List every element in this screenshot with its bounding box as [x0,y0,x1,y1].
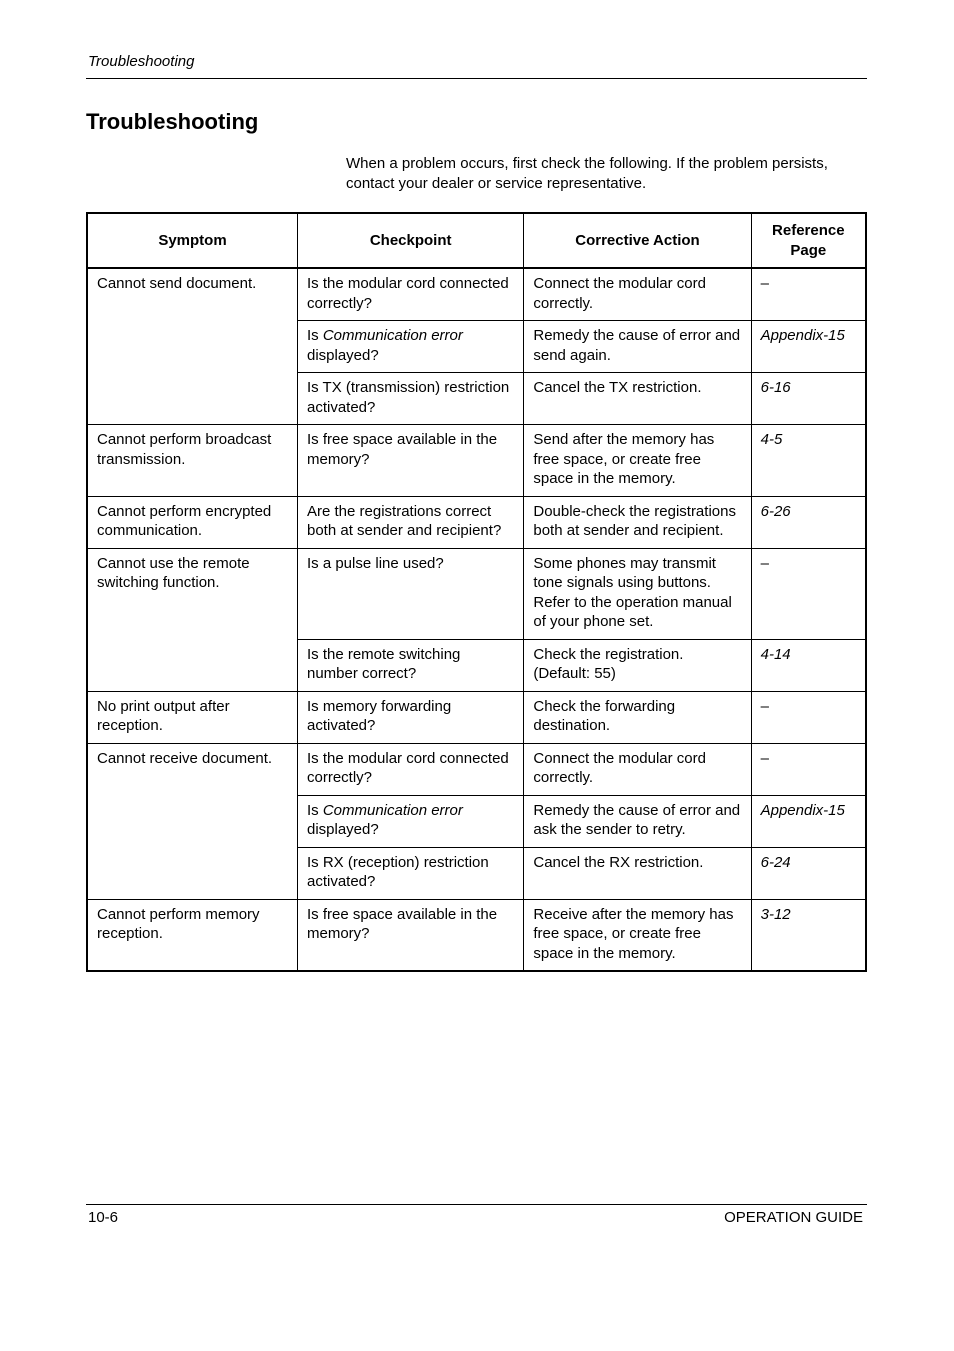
checkpoint-cell [297,743,523,795]
table-header-row [87,213,866,268]
checkpoint-cell [297,268,523,321]
table-row [87,743,866,795]
reference-page-cell: – [751,548,866,639]
guide-name: OPERATION GUIDE [724,1209,863,1226]
checkpoint-cell [297,425,523,497]
table-row [87,899,866,971]
reference-page-cell: 4-14 [751,639,866,691]
corrective-action-cell: Connect the modular cord correctly. [524,268,751,321]
table-row [87,496,866,548]
symptom-cell: Cannot use the remote switching function. [87,548,297,691]
corrective-action-cell: Some phones may transmit tone signals using buttons. Refer to the operation manual of your phone set. [524,548,751,639]
checkpoint-text: Is memory forwarding activated? [306,697,452,734]
page-title: Troubleshooting [86,109,259,134]
corrective-action-cell: Check the forwarding destination. [524,691,751,743]
corrective-action-cell: Send after the memory has free space, or create free space in the memory. [524,425,751,497]
reference-page-cell: Appendix-15 [751,321,866,373]
checkpoint-text: Is free space available in the memory? [306,431,498,468]
checkpoint-cell [297,691,523,743]
corrective-action-cell: Cancel the RX restriction. [524,847,751,899]
checkpoint-cell [297,321,523,373]
symptom-cell: Cannot send document. [87,268,297,425]
checkpoint-cell [297,639,523,691]
column-header-corrective-action: Corrective Action [524,213,751,268]
table-row [87,548,866,639]
corrective-action-cell: Connect the modular cord correctly. [524,743,751,795]
corrective-action-cell: Cancel the TX restriction. [524,373,751,425]
checkpoint-text: Is [306,801,323,819]
checkpoint-emphasis: Communication error [322,327,463,344]
column-header-symptom: Symptom [87,213,297,268]
reference-page-cell: 6-16 [751,373,866,425]
column-header-checkpoint: Checkpoint [297,213,523,268]
intro-paragraph: When a problem occurs, first check the following. If the problem persists, contact your dealer or service representative. [346,155,828,192]
corrective-action-cell: Check the registration. (Default: 55) [524,639,751,691]
checkpoint-cell [297,795,523,847]
checkpoint-cell [297,548,523,639]
checkpoint-text: Is RX (reception) restriction activated? [306,853,489,890]
checkpoint-text-tail: displayed? [306,821,379,838]
reference-page-cell: – [751,743,866,795]
column-header-reference-page: Reference Page [751,213,866,268]
checkpoint-text: Is the modular cord connected correctly? [306,275,509,312]
checkpoint-text: Is [306,327,323,344]
page-number: 10-6 [88,1209,119,1226]
checkpoint-text: Is TX (transmission) restriction activated? [306,379,510,416]
checkpoint-cell [297,373,523,425]
symptom-cell: No print output after reception. [87,691,297,743]
table-body [87,268,866,971]
symptom-cell: Cannot perform broadcast transmission. [87,425,297,497]
reference-page-cell: 6-26 [751,496,866,548]
symptom-cell: Cannot receive document. [87,743,297,899]
checkpoint-text: Is the remote switching number correct? [306,645,461,682]
troubleshooting-table [86,212,867,972]
footer-rule [86,1204,867,1205]
checkpoint-text: Are the registrations correct both at sender and recipient? [306,502,502,539]
table-row [87,268,866,321]
table-row [87,425,866,497]
checkpoint-text: Is the modular cord connected correctly? [306,749,509,786]
checkpoint-cell [297,496,523,548]
checkpoint-emphasis: Communication error [322,801,463,819]
corrective-action-cell: Remedy the cause of error and ask the sender to retry. [524,795,751,847]
reference-page-cell: 6-24 [751,847,866,899]
table-row [87,691,866,743]
reference-page-cell: – [751,268,866,321]
symptom-cell: Cannot perform memory reception. [87,899,297,971]
header-rule [86,78,867,79]
corrective-action-cell: Receive after the memory has free space, or create free space in the memory. [524,899,751,971]
reference-page-cell: 3-12 [751,899,866,971]
reference-page-cell: – [751,691,866,743]
running-header: Troubleshooting [88,53,195,70]
checkpoint-text: Is free space available in the memory? [306,905,498,942]
checkpoint-text-tail: displayed? [306,346,379,364]
checkpoint-cell [297,847,523,899]
reference-page-cell: Appendix-15 [751,795,866,847]
corrective-action-cell: Double-check the registrations both at sender and recipient. [524,496,751,548]
reference-page-cell: 4-5 [751,425,866,497]
checkpoint-text: Is a pulse line used? [306,554,444,572]
checkpoint-cell [297,899,523,971]
corrective-action-cell: Remedy the cause of error and send again. [524,321,751,373]
symptom-cell: Cannot perform encrypted communication. [87,496,297,548]
